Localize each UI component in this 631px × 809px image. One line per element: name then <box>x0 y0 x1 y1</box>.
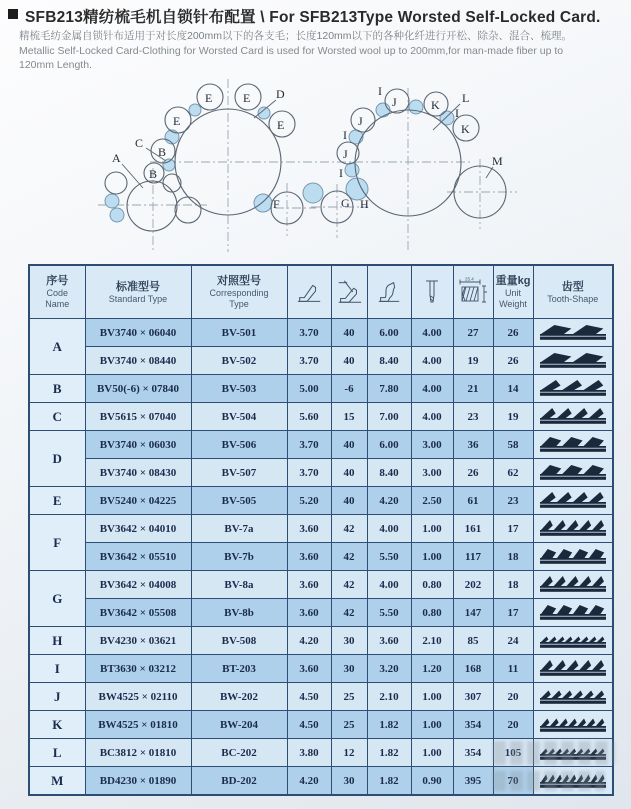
value-cell: 40 <box>331 487 367 515</box>
tooth-shape-graphic <box>537 685 609 705</box>
value-cell: 3.00 <box>411 459 453 487</box>
code-cell: H <box>29 627 85 655</box>
value-cell: 3.00 <box>411 431 453 459</box>
value-cell: 354 <box>453 711 493 739</box>
code-cell: B <box>29 375 85 403</box>
standard-type-cell: BC3812 × 01810 <box>85 739 191 767</box>
spec-table <box>28 264 614 796</box>
tooth-shape-graphic <box>537 349 609 369</box>
weight-cell: 26 <box>493 319 533 347</box>
value-cell: 3.60 <box>287 571 331 599</box>
svg-text:J: J <box>358 114 363 128</box>
value-cell: 1.82 <box>367 739 411 767</box>
svg-text:K: K <box>461 122 470 136</box>
svg-text:J: J <box>392 95 397 109</box>
value-cell: 40 <box>331 319 367 347</box>
svg-text:A: A <box>112 151 121 165</box>
tooth-shape-cell <box>533 403 613 431</box>
svg-text:I: I <box>378 84 382 98</box>
value-cell: 4.20 <box>287 767 331 796</box>
value-cell: 4.20 <box>367 487 411 515</box>
table-row <box>29 599 613 627</box>
col-header-tooth-pitch <box>367 265 411 319</box>
corresponding-type-cell: BV-508 <box>191 627 287 655</box>
value-cell: 3.80 <box>287 739 331 767</box>
value-cell: 1.00 <box>411 683 453 711</box>
col-header-code: 序号 Code Name <box>29 265 85 319</box>
code-cell: K <box>29 711 85 739</box>
value-cell: 2.50 <box>411 487 453 515</box>
standard-type-cell: BV3740 × 06040 <box>85 319 191 347</box>
tooth-shape-cell <box>533 319 613 347</box>
svg-text:M: M <box>492 154 503 168</box>
corresponding-type-cell: BT-203 <box>191 655 287 683</box>
points-per-inch-icon <box>456 276 490 308</box>
table-row <box>29 543 613 571</box>
table-row <box>29 347 613 375</box>
svg-text:D: D <box>276 87 285 101</box>
table-row <box>29 375 613 403</box>
col-header-tooth-shape: 齿型 Tooth-Shape <box>533 265 613 319</box>
weight-cell: 24 <box>493 627 533 655</box>
standard-type-cell: BV3740 × 08430 <box>85 459 191 487</box>
code-cell: J <box>29 683 85 711</box>
code-cell: M <box>29 767 85 796</box>
weight-cell: 20 <box>493 711 533 739</box>
corresponding-type-cell: BV-506 <box>191 431 287 459</box>
value-cell: 8.40 <box>367 459 411 487</box>
code-cell: A <box>29 319 85 375</box>
description-zh: 精梳毛纺金属自锁针布适用于对长度200mm以下的各支毛；长度120mm以下的各种化纤进行开松、除杂、混合、梳理。 <box>19 30 573 42</box>
rib-thickness-icon <box>420 277 444 307</box>
tooth-shape-cell <box>533 739 613 767</box>
col-header-front-angle <box>331 265 367 319</box>
value-cell: 1.82 <box>367 767 411 796</box>
value-cell: 147 <box>453 599 493 627</box>
value-cell: 3.70 <box>287 459 331 487</box>
value-cell: 3.60 <box>367 627 411 655</box>
table-row <box>29 683 613 711</box>
value-cell: 26 <box>453 459 493 487</box>
col-header-tooth-height <box>287 265 331 319</box>
svg-text:K: K <box>431 98 440 112</box>
weight-cell: 17 <box>493 599 533 627</box>
value-cell: 2.10 <box>411 627 453 655</box>
code-cell: F <box>29 515 85 571</box>
standard-type-cell: BV3642 × 04008 <box>85 571 191 599</box>
standard-type-cell: BV3642 × 05510 <box>85 543 191 571</box>
value-cell: 4.50 <box>287 683 331 711</box>
value-cell: 2.10 <box>367 683 411 711</box>
svg-text:F: F <box>273 197 280 211</box>
value-cell: 3.70 <box>287 431 331 459</box>
tooth-shape-graphic <box>537 489 609 509</box>
value-cell: 5.20 <box>287 487 331 515</box>
corresponding-type-cell: BV-505 <box>191 487 287 515</box>
value-cell: 5.50 <box>367 543 411 571</box>
value-cell: 1.82 <box>367 711 411 739</box>
value-cell: 4.00 <box>367 515 411 543</box>
value-cell: 21 <box>453 375 493 403</box>
tooth-shape-cell <box>533 515 613 543</box>
value-cell: 3.60 <box>287 515 331 543</box>
value-cell: 42 <box>331 571 367 599</box>
value-cell: 168 <box>453 655 493 683</box>
value-cell: 5.50 <box>367 599 411 627</box>
value-cell: 395 <box>453 767 493 796</box>
value-cell: 202 <box>453 571 493 599</box>
value-cell: 40 <box>331 347 367 375</box>
tooth-shape-graphic <box>537 545 609 565</box>
table-row <box>29 739 613 767</box>
table-row <box>29 627 613 655</box>
value-cell: 3.70 <box>287 347 331 375</box>
col-header-standard-type: 标准型号 Standard Type <box>85 265 191 319</box>
table-row <box>29 711 613 739</box>
tooth-shape-cell <box>533 459 613 487</box>
tooth-shape-cell <box>533 543 613 571</box>
value-cell: 8.40 <box>367 347 411 375</box>
svg-text:25.4: 25.4 <box>465 276 474 282</box>
code-cell: C <box>29 403 85 431</box>
svg-text:C: C <box>135 136 144 150</box>
tooth-shape-graphic <box>537 461 609 481</box>
value-cell: 6.00 <box>367 319 411 347</box>
corresponding-type-cell: BC-202 <box>191 739 287 767</box>
corresponding-type-cell: BV-7a <box>191 515 287 543</box>
code-cell: E <box>29 487 85 515</box>
tooth-shape-cell <box>533 347 613 375</box>
value-cell: 4.00 <box>411 347 453 375</box>
value-cell: 4.20 <box>287 627 331 655</box>
svg-text:B: B <box>149 167 158 181</box>
standard-type-cell: BV3642 × 04010 <box>85 515 191 543</box>
svg-text:J: J <box>343 147 348 161</box>
weight-cell: 58 <box>493 431 533 459</box>
value-cell: 0.80 <box>411 599 453 627</box>
code-cell: G <box>29 571 85 627</box>
table-row <box>29 515 613 543</box>
weight-cell: 62 <box>493 459 533 487</box>
standard-type-cell: BV50(-6) × 07840 <box>85 375 191 403</box>
value-cell: 1.00 <box>411 711 453 739</box>
standard-type-cell: BV3642 × 05508 <box>85 599 191 627</box>
table-header-row <box>29 265 613 319</box>
value-cell: 15 <box>331 403 367 431</box>
corresponding-type-cell: BW-204 <box>191 711 287 739</box>
value-cell: 40 <box>331 459 367 487</box>
value-cell: 19 <box>453 347 493 375</box>
value-cell: 40 <box>331 431 367 459</box>
value-cell: 61 <box>453 487 493 515</box>
corresponding-type-cell: BV-501 <box>191 319 287 347</box>
weight-cell: 20 <box>493 683 533 711</box>
standard-type-cell: BD4230 × 01890 <box>85 767 191 796</box>
value-cell: 4.00 <box>411 375 453 403</box>
value-cell: 0.90 <box>411 767 453 796</box>
tooth-shape-cell <box>533 571 613 599</box>
corresponding-type-cell: BV-8b <box>191 599 287 627</box>
tooth-shape-graphic <box>537 433 609 453</box>
weight-cell: 14 <box>493 375 533 403</box>
svg-text:I: I <box>455 106 459 120</box>
svg-text:E: E <box>277 118 285 132</box>
tooth-shape-graphic <box>537 741 609 761</box>
value-cell: 3.60 <box>287 543 331 571</box>
standard-type-cell: BT3630 × 03212 <box>85 655 191 683</box>
tooth-shape-cell <box>533 683 613 711</box>
value-cell: 307 <box>453 683 493 711</box>
value-cell: 4.50 <box>287 711 331 739</box>
value-cell: 1.00 <box>411 739 453 767</box>
corresponding-type-cell: BV-504 <box>191 403 287 431</box>
value-cell: 7.00 <box>367 403 411 431</box>
svg-text:H: H <box>360 197 369 211</box>
value-cell: 0.80 <box>411 571 453 599</box>
value-cell: 42 <box>331 515 367 543</box>
tooth-shape-graphic <box>537 405 609 425</box>
corresponding-type-cell: BV-8a <box>191 571 287 599</box>
tooth-height-icon <box>295 277 323 307</box>
value-cell: 5.60 <box>287 403 331 431</box>
tooth-shape-cell <box>533 627 613 655</box>
value-cell: 85 <box>453 627 493 655</box>
tooth-shape-graphic <box>537 601 609 621</box>
tooth-shape-cell <box>533 767 613 796</box>
code-cell: D <box>29 431 85 487</box>
roller-diagram <box>0 0 631 262</box>
page-title: SFB213精纺梳毛机自锁针布配置 \ For SFB213Type Worsted Self-Locked Card. <box>25 9 601 26</box>
value-cell: 42 <box>331 599 367 627</box>
standard-type-cell: BV3740 × 06030 <box>85 431 191 459</box>
tooth-shape-graphic <box>537 321 609 341</box>
tooth-shape-graphic <box>537 769 609 789</box>
code-cell: I <box>29 655 85 683</box>
weight-cell: 105 <box>493 739 533 767</box>
table-row <box>29 319 613 347</box>
svg-text:E: E <box>205 91 213 105</box>
svg-text:E: E <box>243 91 251 105</box>
tooth-shape-cell <box>533 487 613 515</box>
value-cell: 3.60 <box>287 655 331 683</box>
tooth-pitch-icon <box>375 277 403 307</box>
value-cell: 36 <box>453 431 493 459</box>
weight-cell: 70 <box>493 767 533 796</box>
svg-text:L: L <box>462 91 470 105</box>
corresponding-type-cell: BV-503 <box>191 375 287 403</box>
svg-text:G: G <box>341 196 350 210</box>
tooth-shape-graphic <box>537 629 609 649</box>
tooth-shape-graphic <box>537 573 609 593</box>
tooth-shape-graphic <box>537 713 609 733</box>
value-cell: 6.00 <box>367 431 411 459</box>
corresponding-type-cell: BV-502 <box>191 347 287 375</box>
value-cell: 117 <box>453 543 493 571</box>
value-cell: 1.00 <box>411 543 453 571</box>
value-cell: 27 <box>453 319 493 347</box>
corresponding-type-cell: BV-7b <box>191 543 287 571</box>
value-cell: 354 <box>453 739 493 767</box>
value-cell: 30 <box>331 655 367 683</box>
value-cell: 25 <box>331 683 367 711</box>
corresponding-type-cell: BV-507 <box>191 459 287 487</box>
tooth-shape-cell <box>533 655 613 683</box>
value-cell: 3.60 <box>287 599 331 627</box>
table-row <box>29 459 613 487</box>
standard-type-cell: BV5615 × 07040 <box>85 403 191 431</box>
card-table-body <box>29 319 613 796</box>
svg-text:I: I <box>339 166 343 180</box>
table-row <box>29 767 613 796</box>
svg-text:I: I <box>343 128 347 142</box>
weight-cell: 18 <box>493 543 533 571</box>
weight-cell: 17 <box>493 515 533 543</box>
weight-cell: 26 <box>493 347 533 375</box>
value-cell: 4.00 <box>367 571 411 599</box>
tooth-shape-graphic <box>537 517 609 537</box>
svg-text:E: E <box>173 114 181 128</box>
value-cell: 1.20 <box>411 655 453 683</box>
value-cell: 3.20 <box>367 655 411 683</box>
standard-type-cell: BW4525 × 01810 <box>85 711 191 739</box>
tooth-shape-graphic <box>537 657 609 677</box>
tooth-shape-cell <box>533 711 613 739</box>
tooth-shape-graphic <box>537 377 609 397</box>
col-header-corresponding-type: 对照型号 Corresponding Type <box>191 265 287 319</box>
col-header-weight: 重量kg Unit Weight <box>493 265 533 319</box>
table-row <box>29 655 613 683</box>
table-row <box>29 431 613 459</box>
table-row <box>29 403 613 431</box>
value-cell: 30 <box>331 627 367 655</box>
tooth-front-angle-icon <box>335 277 363 307</box>
value-cell: 30 <box>331 767 367 796</box>
standard-type-cell: BW4525 × 02110 <box>85 683 191 711</box>
value-cell: 1.00 <box>411 515 453 543</box>
value-cell: 12 <box>331 739 367 767</box>
tooth-shape-cell <box>533 431 613 459</box>
col-header-rib-thickness <box>411 265 453 319</box>
standard-type-cell: BV4230 × 03621 <box>85 627 191 655</box>
weight-cell: 18 <box>493 571 533 599</box>
value-cell: 7.80 <box>367 375 411 403</box>
standard-type-cell: BV5240 × 04225 <box>85 487 191 515</box>
value-cell: 161 <box>453 515 493 543</box>
value-cell: 42 <box>331 543 367 571</box>
value-cell: 4.00 <box>411 319 453 347</box>
svg-text:B: B <box>158 145 167 159</box>
weight-cell: 11 <box>493 655 533 683</box>
value-cell: -6 <box>331 375 367 403</box>
weight-cell: 19 <box>493 403 533 431</box>
corresponding-type-cell: BD-202 <box>191 767 287 796</box>
description-en: Metallic Self-Locked Card-Clothing for Worsted Card is used for Worsted wool up to 200mm,for man-made fiber up to 120mm Length. <box>19 44 564 71</box>
value-cell: 4.00 <box>411 403 453 431</box>
table-row <box>29 487 613 515</box>
weight-cell: 23 <box>493 487 533 515</box>
value-cell: 23 <box>453 403 493 431</box>
col-header-points-density <box>453 265 493 319</box>
value-cell: 25 <box>331 711 367 739</box>
value-cell: 5.00 <box>287 375 331 403</box>
code-cell: L <box>29 739 85 767</box>
corresponding-type-cell: BW-202 <box>191 683 287 711</box>
table-row <box>29 571 613 599</box>
tooth-shape-cell <box>533 599 613 627</box>
standard-type-cell: BV3740 × 08440 <box>85 347 191 375</box>
value-cell: 3.70 <box>287 319 331 347</box>
tooth-shape-cell <box>533 375 613 403</box>
